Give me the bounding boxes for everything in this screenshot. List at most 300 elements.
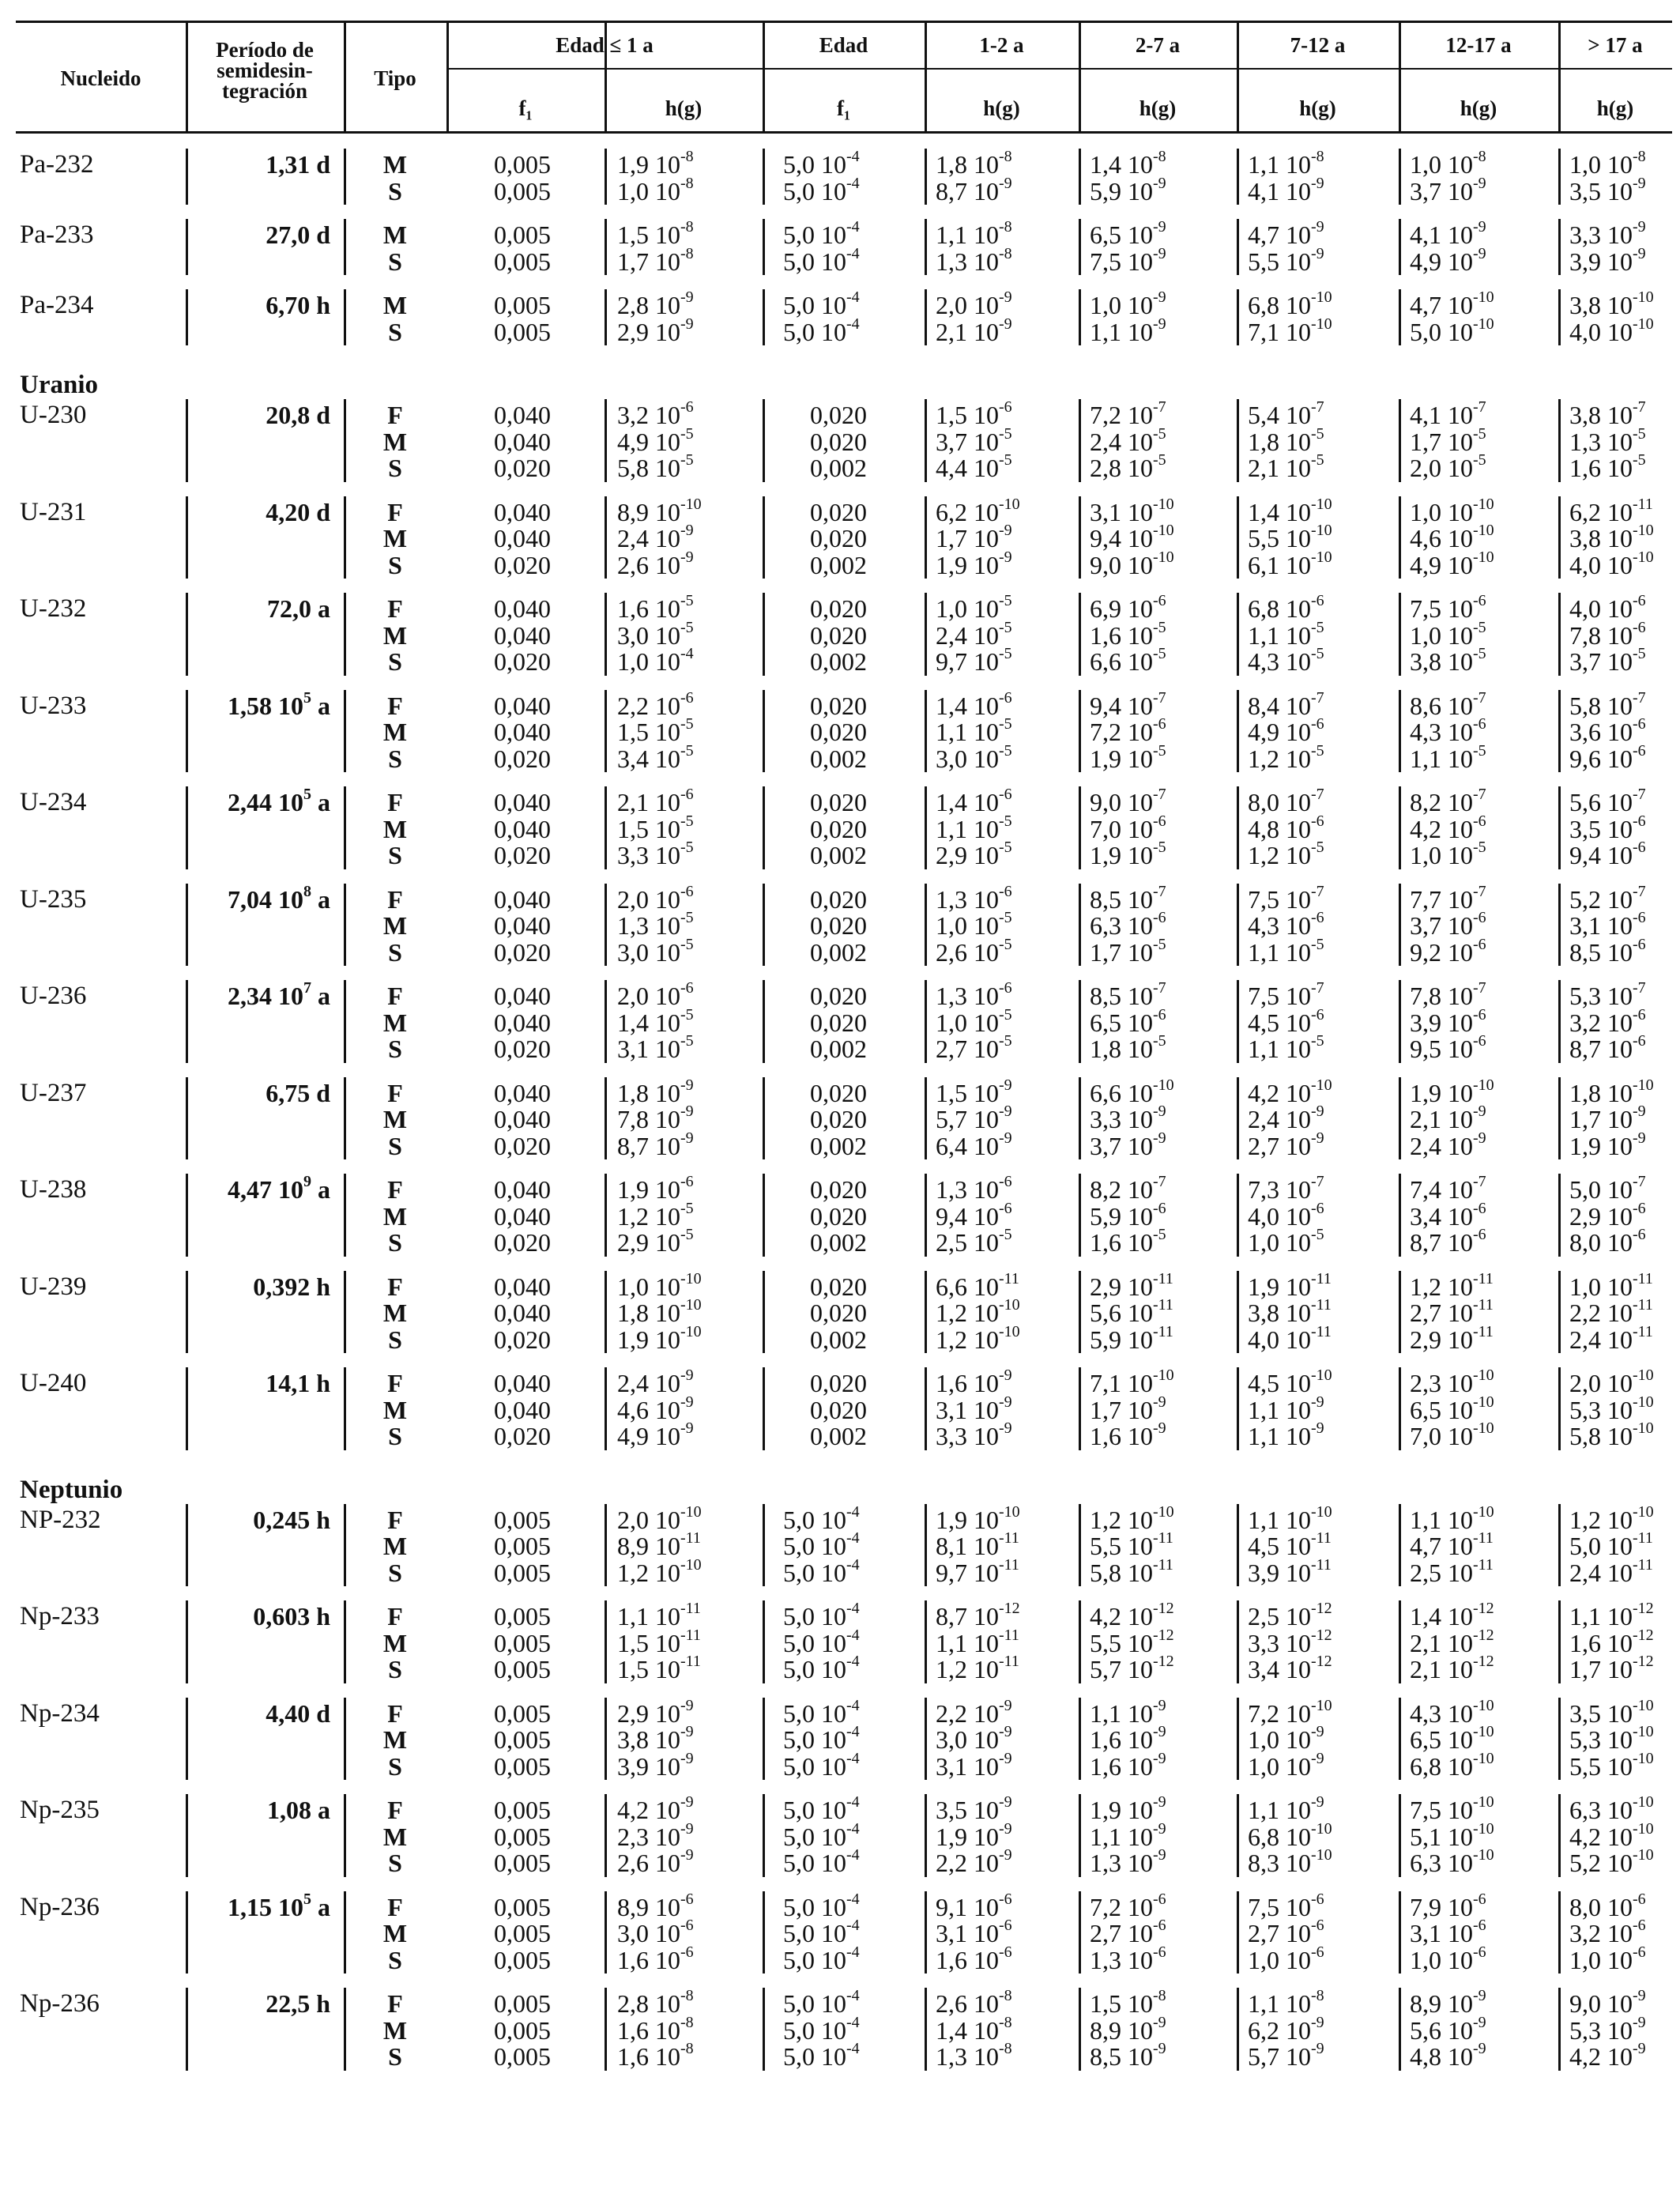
- column-divider: [1237, 1600, 1239, 1683]
- h-age-cell: 1,0 $10^{-9}$: [1248, 1723, 1324, 1754]
- h-age-cell: 5,7 $10^{-9}$: [1248, 2040, 1324, 2071]
- column-divider: [1079, 1077, 1081, 1160]
- h-age-cell: 1,3 $10^{-6}$: [1090, 1943, 1166, 1974]
- h-age-cell: 2,1 $10^{-9}$: [1410, 1103, 1486, 1133]
- h-age-cell: 8,6 $10^{-7}$: [1410, 688, 1486, 720]
- column-divider: [1558, 1367, 1561, 1450]
- tipo-cell: F: [387, 1602, 403, 1630]
- header-age-group: 2-7 a: [1135, 33, 1181, 57]
- column-divider: [1237, 690, 1239, 773]
- tipo-cell: M: [382, 1532, 408, 1560]
- f1-older-cell: 0,020: [810, 524, 867, 552]
- h-age-cell: 6,4 $10^{-9}$: [936, 1129, 1012, 1160]
- h-age-cell: 1,6 $10^{-5}$: [1090, 618, 1166, 650]
- f1-infant-cell: 0,005: [494, 1849, 551, 1877]
- column-divider: [344, 1174, 346, 1257]
- h-age-cell: 4,5 $10^{-11}$: [1248, 1529, 1332, 1560]
- tipo-cell: M: [382, 427, 408, 456]
- h-age-cell: 6,1 $10^{-10}$: [1248, 548, 1332, 579]
- column-divider: [1079, 1271, 1081, 1354]
- h-infant-cell: 1,9 $10^{-10}$: [617, 1322, 702, 1354]
- h-age-cell: 7,5 $10^{-9}$: [1090, 244, 1166, 276]
- tipo-cell: F: [387, 1078, 403, 1107]
- column-divider: [605, 1174, 607, 1257]
- h-age-cell: 9,4 $10^{-7}$: [1090, 688, 1166, 720]
- column-divider: [925, 593, 927, 676]
- f1-older-cell: 5,0 $10^{-4}$: [783, 1696, 860, 1728]
- f1-older-cell: 5,0 $10^{-4}$: [783, 1819, 860, 1851]
- h-age-cell: 1,9 $10^{-5}$: [1090, 839, 1166, 869]
- h-age-cell: 1,1 $10^{-10}$: [1410, 1502, 1494, 1534]
- tipo-cell: F: [387, 1272, 403, 1301]
- column-divider: [344, 1600, 346, 1683]
- column-divider: [605, 149, 607, 205]
- column-divider: [763, 289, 765, 345]
- column-divider: [186, 1504, 188, 1587]
- h-age-cell: 1,0 $10^{-10}$: [1410, 495, 1494, 526]
- tipo-cell: S: [388, 647, 402, 676]
- h-age-cell: 1,2 $10^{-10}$: [936, 1322, 1020, 1354]
- h-age-cell: 5,5 $10^{-12}$: [1090, 1626, 1174, 1657]
- h-age-cell: 4,3 $10^{-5}$: [1248, 645, 1324, 676]
- h-infant-cell: 1,5 $10^{-11}$: [617, 1653, 701, 1683]
- h-age-cell: 3,3 $10^{-9}$: [1090, 1103, 1166, 1133]
- column-divider: [925, 496, 927, 579]
- column-divider: [763, 1504, 765, 1587]
- f1-infant-cell: 0,005: [494, 1532, 551, 1560]
- h-infant-cell: 1,5 $10^{-5}$: [617, 812, 694, 843]
- tipo-cell: F: [387, 1796, 403, 1824]
- h-age-cell: 3,1 $10^{-6}$: [1410, 1917, 1486, 1947]
- h-age-cell: 1,8 $10^{-5}$: [1248, 424, 1324, 456]
- h-age-cell: 3,1 $10^{-6}$: [936, 1917, 1012, 1947]
- h-age-cell: 1,1 $10^{-5}$: [1248, 1032, 1324, 1063]
- h-infant-cell: 2,4 $10^{-9}$: [617, 522, 694, 552]
- h-age-cell: 5,5 $10^{-9}$: [1248, 244, 1324, 276]
- h-age-cell: 6,8 $10^{-10}$: [1248, 288, 1332, 319]
- tipo-cell: S: [388, 1558, 402, 1587]
- column-divider: [1237, 884, 1239, 967]
- column-divider: [925, 1600, 927, 1683]
- h-age-cell: 1,9 $10^{-5}$: [1090, 741, 1166, 773]
- nuclide-name: Np-234: [20, 1698, 100, 1728]
- column-divider: [1079, 1600, 1081, 1683]
- column-divider: [1079, 1174, 1081, 1257]
- h-age-cell: 1,2 $10^{-5}$: [1248, 839, 1324, 869]
- column-divider: [1079, 980, 1081, 1063]
- h-infant-cell: 3,0 $10^{-5}$: [617, 618, 694, 650]
- h-age-cell: 2,4 $10^{-5}$: [1090, 424, 1166, 456]
- h-age-cell: 1,6 $10^{-9}$: [1090, 1749, 1166, 1781]
- f1-infant-cell: 0,005: [494, 1892, 551, 1921]
- f1-older-cell: 5,0 $10^{-4}$: [783, 315, 860, 346]
- column-divider: [1079, 399, 1081, 482]
- h-age-cell: 4,6 $10^{-10}$: [1410, 522, 1494, 552]
- column-divider: [1399, 884, 1401, 967]
- f1-older-cell: 0,020: [810, 1369, 867, 1397]
- column-divider: [1558, 1794, 1561, 1877]
- column-divider: [1237, 593, 1239, 676]
- column-divider: [1399, 980, 1401, 1063]
- header-nucleido: Nucleido: [60, 66, 141, 90]
- h-age-cell: 4,0 $10^{-6}$: [1569, 592, 1646, 623]
- f1-infant-cell: 0,020: [494, 1035, 551, 1063]
- f1-infant-cell: 0,020: [494, 1228, 551, 1257]
- h-age-cell: 9,0 $10^{-9}$: [1569, 1987, 1646, 2018]
- column-divider: [925, 289, 927, 345]
- column-divider: [1079, 690, 1081, 773]
- h-infant-cell: 4,9 $10^{-5}$: [617, 424, 694, 456]
- column-divider: [1237, 786, 1239, 869]
- column-divider: [1558, 1988, 1561, 2071]
- h-age-cell: 1,0 $10^{-8}$: [1410, 148, 1486, 179]
- column-divider: [605, 980, 607, 1063]
- column-divider: [344, 399, 346, 482]
- h-age-cell: 9,0 $10^{-7}$: [1090, 786, 1166, 816]
- f1-older-cell: 0,020: [810, 1395, 867, 1424]
- column-divider: [1558, 593, 1561, 676]
- column-divider: [605, 1600, 607, 1683]
- nuclide-name: U-235: [20, 884, 87, 914]
- column-divider: [925, 786, 927, 869]
- column-divider: [1399, 1794, 1401, 1877]
- h-age-cell: 2,8 $10^{-5}$: [1090, 451, 1166, 482]
- h-age-cell: 4,5 $10^{-10}$: [1248, 1367, 1332, 1397]
- header-tipo: Tipo: [374, 66, 416, 90]
- f1-infant-cell: 0,005: [494, 176, 551, 205]
- h-age-cell: 2,9 $10^{-11}$: [1410, 1322, 1494, 1354]
- column-divider: [1399, 149, 1401, 205]
- f1-older-cell: 0,020: [810, 620, 867, 650]
- h-age-cell: 2,1 $10^{-12}$: [1410, 1626, 1494, 1657]
- h-age-cell: 7,5 $10^{-7}$: [1248, 979, 1324, 1010]
- column-divider: [186, 1988, 188, 2071]
- h-age-cell: 3,1 $10^{-6}$: [1569, 909, 1646, 940]
- f1-older-cell: 0,020: [810, 884, 867, 914]
- f1-infant-cell: 0,040: [494, 718, 551, 746]
- f1-older-cell: 0,002: [810, 1131, 867, 1160]
- column-divider: [1399, 1600, 1401, 1683]
- f1-infant-cell: 0,005: [494, 1602, 551, 1630]
- h-age-cell: 4,2 $10^{-10}$: [1569, 1819, 1654, 1851]
- column-divider: [763, 593, 765, 676]
- tipo-cell: S: [388, 176, 402, 205]
- f1-infant-cell: 0,040: [494, 1008, 551, 1037]
- tipo-cell: F: [387, 1698, 403, 1728]
- h-infant-cell: 2,9 $10^{-9}$: [617, 1696, 694, 1728]
- column-divider: [186, 496, 188, 579]
- f1-infant-cell: 0,020: [494, 937, 551, 967]
- column-divider: [763, 1077, 765, 1160]
- column-divider: [344, 1077, 346, 1160]
- tipo-cell: F: [387, 788, 403, 816]
- tipo-cell: M: [382, 1008, 408, 1037]
- f1-older-cell: 0,020: [810, 911, 867, 940]
- h-infant-cell: 8,9 $10^{-11}$: [617, 1529, 701, 1560]
- half-life: 1,08 a: [267, 1796, 330, 1824]
- h-age-cell: 3,9 $10^{-6}$: [1410, 1005, 1486, 1037]
- nuclide-name: Np-235: [20, 1796, 100, 1824]
- column-divider: [1079, 1891, 1081, 1974]
- column-divider: [1237, 149, 1239, 205]
- tipo-cell: F: [387, 884, 403, 914]
- f1-infant-cell: 0,005: [494, 150, 551, 179]
- column-divider: [344, 1367, 346, 1450]
- h-age-cell: 5,8 $10^{-7}$: [1569, 688, 1646, 720]
- h-age-cell: 1,1 $10^{-8}$: [1248, 1987, 1324, 2018]
- f1-older-cell: 0,020: [810, 788, 867, 816]
- half-life: 4,47 $10^9$ a: [228, 1173, 330, 1204]
- f1-older-cell: 5,0 $10^{-4}$: [783, 2013, 860, 2045]
- column-divider: [925, 1077, 927, 1160]
- column-divider: [344, 1891, 346, 1974]
- h-age-cell: 1,0 $10^{-5}$: [936, 1005, 1012, 1037]
- h-age-cell: 8,7 $10^{-12}$: [936, 1600, 1020, 1630]
- h-age-cell: 1,2 $10^{-10}$: [1090, 1502, 1174, 1534]
- f1-infant-cell: 0,040: [494, 427, 551, 456]
- h-infant-cell: 2,6 $10^{-9}$: [617, 548, 694, 579]
- tipo-cell: M: [382, 1201, 408, 1231]
- column-divider: [1558, 980, 1561, 1063]
- h-age-cell: 5,4 $10^{-7}$: [1248, 398, 1324, 429]
- column-divider: [186, 1698, 188, 1781]
- h-age-cell: 3,7 $10^{-9}$: [1090, 1129, 1166, 1160]
- column-divider: [1558, 1698, 1561, 1781]
- tipo-cell: F: [387, 691, 403, 720]
- tipo-cell: M: [382, 2015, 408, 2045]
- h-infant-cell: 2,9 $10^{-9}$: [617, 315, 694, 346]
- tipo-cell: S: [388, 550, 402, 579]
- h-age-cell: 7,5 $10^{-10}$: [1410, 1793, 1494, 1824]
- f1-older-cell: 5,0 $10^{-4}$: [783, 1917, 860, 1947]
- h-age-cell: 7,0 $10^{-6}$: [1090, 812, 1166, 843]
- header-edad-le-1: Edad ≤ 1 a: [556, 33, 654, 57]
- h-age-cell: 1,0 $10^{-5}$: [1410, 618, 1486, 650]
- column-divider: [1079, 1794, 1081, 1877]
- h-age-cell: 5,3 $10^{-10}$: [1569, 1393, 1654, 1424]
- column-divider: [344, 1988, 346, 2071]
- f1-older-cell: 5,0 $10^{-4}$: [783, 218, 860, 249]
- h-age-cell: 1,3 $10^{-8}$: [936, 2040, 1012, 2071]
- h-age-cell: 5,7 $10^{-9}$: [936, 1103, 1012, 1133]
- h-age-cell: 1,0 $10^{-9}$: [1248, 1749, 1324, 1781]
- h-age-cell: 6,5 $10^{-10}$: [1410, 1723, 1494, 1754]
- h-age-cell: 4,9 $10^{-10}$: [1410, 548, 1494, 579]
- column-divider: [1399, 399, 1401, 482]
- column-divider: [1399, 219, 1401, 275]
- h-infant-cell: 5,8 $10^{-5}$: [617, 451, 694, 482]
- column-divider: [605, 1271, 607, 1354]
- header-periodo: semidesin-: [217, 58, 313, 82]
- f1-infant-cell: 0,020: [494, 744, 551, 773]
- column-divider: [925, 149, 927, 205]
- h-age-cell: 8,5 $10^{-6}$: [1569, 935, 1646, 967]
- column-divider: [1079, 1698, 1081, 1781]
- h-age-cell: 2,2 $10^{-9}$: [936, 1696, 1012, 1728]
- h-age-cell: 2,7 $10^{-11}$: [1410, 1296, 1494, 1327]
- h-infant-cell: 1,6 $10^{-6}$: [617, 1943, 694, 1974]
- f1-older-cell: 5,0 $10^{-4}$: [783, 1600, 860, 1630]
- column-divider: [1237, 1988, 1239, 2071]
- tipo-cell: S: [388, 841, 402, 869]
- f1-older-cell: 0,020: [810, 1008, 867, 1037]
- column-divider: [605, 1794, 607, 1877]
- f1-infant-cell: 0,005: [494, 1989, 551, 2018]
- column-divider: [1079, 1367, 1081, 1450]
- f1-older-cell: 5,0 $10^{-4}$: [783, 2040, 860, 2071]
- h-infant-cell: 3,2 $10^{-6}$: [617, 398, 694, 429]
- f1-older-cell: 5,0 $10^{-4}$: [783, 1723, 860, 1754]
- h-age-cell: 1,1 $10^{-9}$: [1090, 1819, 1166, 1851]
- h-age-cell: 9,7 $10^{-5}$: [936, 645, 1012, 676]
- column-divider: [1399, 1367, 1401, 1450]
- h-age-cell: 1,9 $10^{-9}$: [1569, 1129, 1646, 1160]
- h-age-cell: 4,0 $10^{-10}$: [1569, 315, 1654, 346]
- column-divider: [1558, 496, 1561, 579]
- h-age-cell: 4,0 $10^{-6}$: [1248, 1199, 1324, 1231]
- half-life: 2,34 $10^7$ a: [228, 979, 330, 1010]
- f1-older-cell: 0,020: [810, 1175, 867, 1204]
- tipo-cell: F: [387, 497, 403, 526]
- h-age-cell: 3,2 $10^{-6}$: [1569, 1005, 1646, 1037]
- h-age-cell: 2,7 $10^{-5}$: [936, 1032, 1012, 1063]
- column-divider: [1558, 786, 1561, 869]
- h-infant-cell: 1,4 $10^{-5}$: [617, 1005, 694, 1037]
- tipo-cell: M: [382, 911, 408, 940]
- f1-infant-cell: 0,020: [494, 550, 551, 579]
- h-age-cell: 1,1 $10^{-10}$: [1248, 1502, 1332, 1534]
- rule: [448, 68, 1672, 70]
- h-age-cell: 2,0 $10^{-9}$: [936, 288, 1012, 319]
- h-age-cell: 6,3 $10^{-6}$: [1090, 909, 1166, 940]
- h-age-cell: 7,5 $10^{-7}$: [1248, 882, 1324, 914]
- column-divider: [1237, 1077, 1239, 1160]
- column-divider: [763, 1698, 765, 1781]
- h-age-cell: 8,7 $10^{-6}$: [1569, 1032, 1646, 1063]
- h-age-cell: 8,7 $10^{-6}$: [1410, 1226, 1486, 1257]
- f1-older-cell: 5,0 $10^{-4}$: [783, 1943, 860, 1974]
- column-divider: [763, 1600, 765, 1683]
- h-age-cell: 3,7 $10^{-6}$: [1410, 909, 1486, 940]
- h-age-cell: 5,2 $10^{-10}$: [1569, 1846, 1654, 1877]
- nuclide-name: Np-233: [20, 1602, 100, 1630]
- h-age-cell: 9,4 $10^{-6}$: [936, 1199, 1012, 1231]
- h-infant-cell: 3,0 $10^{-6}$: [617, 1917, 694, 1947]
- h-age-cell: 1,8 $10^{-10}$: [1569, 1076, 1654, 1107]
- h-age-cell: 4,1 $10^{-9}$: [1410, 218, 1486, 249]
- h-age-cell: 9,4 $10^{-6}$: [1569, 839, 1646, 869]
- h-age-cell: 7,2 $10^{-10}$: [1248, 1696, 1332, 1728]
- tipo-cell: F: [387, 1989, 403, 2018]
- h-age-cell: 1,9 $10^{-9}$: [1090, 1793, 1166, 1824]
- h-infant-cell: 1,1 $10^{-11}$: [617, 1600, 701, 1630]
- h-infant-cell: 2,4 $10^{-9}$: [617, 1367, 694, 1397]
- h-age-cell: 5,8 $10^{-10}$: [1569, 1419, 1654, 1450]
- column-divider: [1237, 219, 1239, 275]
- f1-older-cell: 0,020: [810, 718, 867, 746]
- f1-older-cell: 5,0 $10^{-4}$: [783, 288, 860, 319]
- h-age-cell: 3,5 $10^{-9}$: [1569, 174, 1646, 205]
- h-age-cell: 8,5 $10^{-7}$: [1090, 979, 1166, 1010]
- tipo-cell: S: [388, 744, 402, 773]
- f1-older-cell: 0,020: [810, 1272, 867, 1301]
- h-age-cell: 3,6 $10^{-6}$: [1569, 715, 1646, 746]
- column-divider: [344, 980, 346, 1063]
- h-age-cell: 2,6 $10^{-8}$: [936, 1987, 1012, 2018]
- h-infant-cell: 4,2 $10^{-9}$: [617, 1793, 694, 1824]
- h-age-cell: 1,2 $10^{-5}$: [1248, 741, 1324, 773]
- f1-infant-cell: 0,020: [494, 1422, 551, 1450]
- tipo-cell: S: [388, 1131, 402, 1160]
- h-age-cell: 1,7 $10^{-9}$: [1090, 1393, 1166, 1424]
- column-divider: [1399, 1504, 1401, 1587]
- h-age-cell: 7,1 $10^{-10}$: [1248, 315, 1332, 346]
- column-divider: [1237, 1891, 1239, 1974]
- tipo-cell: S: [388, 1849, 402, 1877]
- h-age-cell: 1,0 $10^{-5}$: [936, 592, 1012, 623]
- h-age-cell: 3,3 $10^{-9}$: [936, 1419, 1012, 1450]
- column-divider: [186, 593, 188, 676]
- column-divider: [605, 1891, 607, 1974]
- h-age-cell: 2,0 $10^{-10}$: [1569, 1367, 1654, 1397]
- h-age-cell: 5,0 $10^{-7}$: [1569, 1173, 1646, 1204]
- tipo-cell: S: [388, 1325, 402, 1354]
- h-age-cell: 5,0 $10^{-11}$: [1569, 1529, 1653, 1560]
- h-age-cell: 1,9 $10^{-10}$: [936, 1502, 1020, 1534]
- f1-older-cell: 0,002: [810, 1422, 867, 1450]
- f1-older-cell: 5,0 $10^{-4}$: [783, 174, 860, 205]
- half-life: 27,0 d: [266, 221, 330, 249]
- column-divider: [1079, 884, 1081, 967]
- h-age-cell: 2,2 $10^{-9}$: [936, 1846, 1012, 1877]
- h-age-cell: 5,3 $10^{-9}$: [1569, 2013, 1646, 2045]
- tipo-cell: M: [382, 291, 408, 319]
- column-divider: [605, 690, 607, 773]
- column-divider: [925, 1271, 927, 1354]
- f1-infant-cell: 0,020: [494, 647, 551, 676]
- h-infant-cell: 2,9 $10^{-5}$: [617, 1226, 694, 1257]
- h-age-cell: 2,9 $10^{-5}$: [936, 839, 1012, 869]
- rule: [16, 131, 1672, 134]
- column-divider: [605, 1504, 607, 1587]
- h-age-cell: 5,6 $10^{-9}$: [1410, 2013, 1486, 2045]
- h-age-cell: 2,4 $10^{-9}$: [1248, 1103, 1324, 1133]
- h-infant-cell: 2,6 $10^{-9}$: [617, 1846, 694, 1877]
- h-age-cell: 8,5 $10^{-9}$: [1090, 2040, 1166, 2071]
- h-age-cell: 7,1 $10^{-10}$: [1090, 1367, 1174, 1397]
- h-age-cell: 1,4 $10^{-8}$: [936, 2013, 1012, 2045]
- h-age-cell: 8,9 $10^{-9}$: [1410, 1987, 1486, 2018]
- nuclide-name: Np-236: [20, 1892, 100, 1921]
- h-age-cell: 2,4 $10^{-11}$: [1569, 1555, 1653, 1587]
- f1-infant-cell: 0,040: [494, 982, 551, 1010]
- f1-older-cell: 5,0 $10^{-4}$: [783, 1653, 860, 1683]
- column-divider: [925, 980, 927, 1063]
- h-age-cell: 1,6 $10^{-5}$: [1090, 1226, 1166, 1257]
- h-age-cell: 5,2 $10^{-7}$: [1569, 882, 1646, 914]
- tipo-cell: S: [388, 937, 402, 967]
- h-age-cell: 8,0 $10^{-6}$: [1569, 1226, 1646, 1257]
- column-divider: [763, 399, 765, 482]
- h-age-cell: 1,6 $10^{-12}$: [1569, 1626, 1654, 1657]
- f1-infant-cell: 0,040: [494, 691, 551, 720]
- h-infant-cell: 1,5 $10^{-5}$: [617, 715, 694, 746]
- nuclide-name: NP-232: [20, 1505, 101, 1534]
- h-age-cell: 7,5 $10^{-6}$: [1248, 1890, 1324, 1921]
- h-age-cell: 3,8 $10^{-10}$: [1569, 522, 1654, 552]
- nuclide-name: Np-236: [20, 1989, 100, 2018]
- tipo-cell: S: [388, 1035, 402, 1063]
